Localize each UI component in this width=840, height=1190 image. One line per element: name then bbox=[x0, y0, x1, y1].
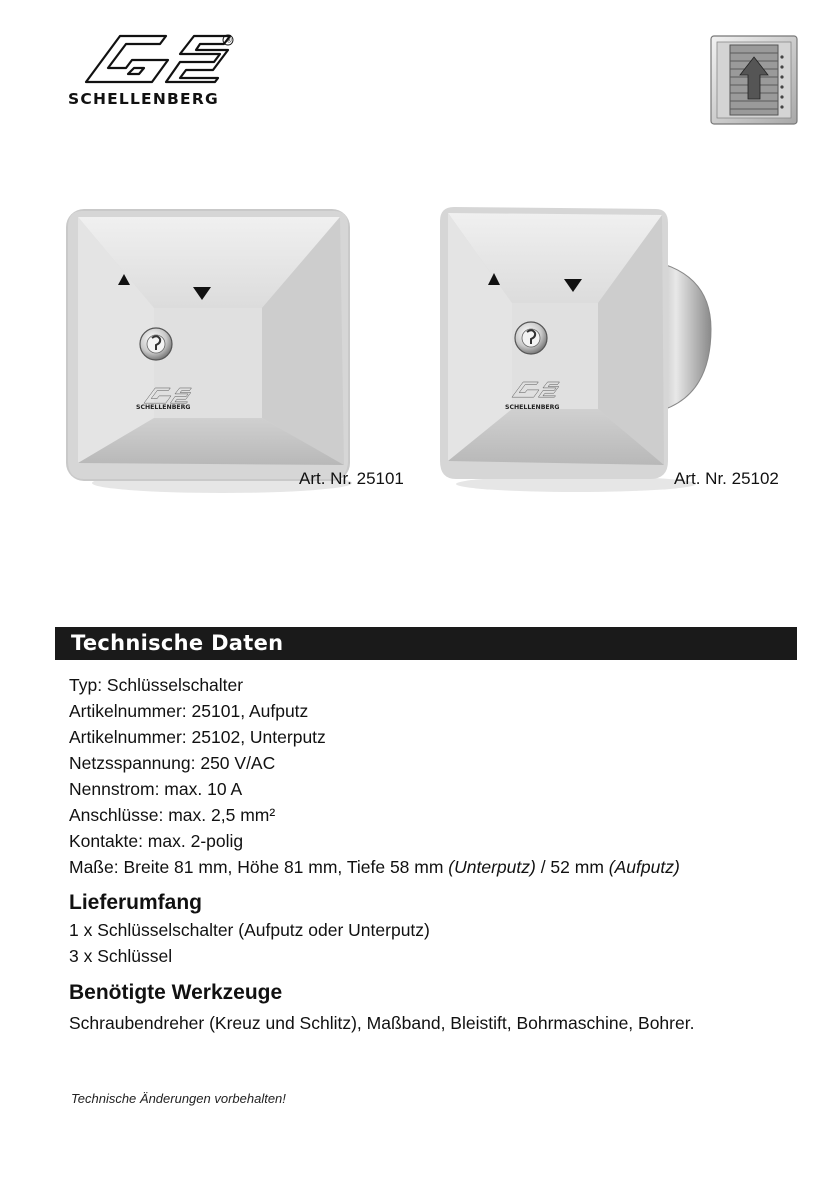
footnote: Technische Änderungen vorbehalten! bbox=[71, 1091, 286, 1106]
spec-masse bbox=[69, 854, 680, 880]
spec-list bbox=[69, 672, 680, 880]
roller-shutter-up-icon bbox=[710, 35, 798, 125]
spec-anschluesse: Anschlüsse: max. 2,5 mm² bbox=[69, 805, 276, 825]
heading-lieferumfang: Lieferumfang bbox=[69, 891, 203, 914]
lieferumfang-item-2: 3 x Schlüssel bbox=[69, 946, 173, 966]
product-logo-text: SCHELLENBERG bbox=[136, 404, 191, 411]
article-label-25101: Art. Nr. 25101 bbox=[299, 469, 404, 488]
registered-mark bbox=[223, 35, 233, 45]
article-label-25102: Art. Nr. 25102 bbox=[674, 469, 779, 488]
spec-nennstrom: Nennstrom: max. 10 A bbox=[69, 779, 243, 799]
lieferumfang-item-1: 1 x Schlüsselschalter (Aufputz oder Unterputz) bbox=[69, 920, 430, 940]
spec-masse-aufputz: (Aufputz) bbox=[608, 857, 680, 877]
product-image-25102 bbox=[436, 199, 726, 504]
spec-artikelnummer-2: Artikelnummer: 25102, Unterputz bbox=[69, 727, 326, 747]
spec-masse-sep: / 52 mm bbox=[535, 857, 609, 877]
brand-name: SCHELLENBERG bbox=[68, 90, 219, 108]
section-title: Technische Daten bbox=[71, 631, 284, 655]
spec-netzspannung: Netzsspannung: 250 V/AC bbox=[69, 753, 276, 773]
spec-artikelnummer-1: Artikelnummer: 25101, Aufputz bbox=[69, 701, 309, 721]
product-image-25101 bbox=[62, 203, 362, 503]
heading-werkzeuge: Benötigte Werkzeuge bbox=[69, 981, 283, 1004]
svg-text:®: ® bbox=[225, 36, 233, 45]
spec-kontakte: Kontakte: max. 2-polig bbox=[69, 831, 244, 851]
spec-masse-unterputz: (Unterputz) bbox=[448, 857, 536, 877]
spec-typ: Typ: Schlüsselschalter bbox=[69, 675, 244, 695]
spec-masse-main: Maße: Breite 81 mm, Höhe 81 mm, Tiefe 58 mm bbox=[69, 857, 449, 877]
werkzeuge-text: Schraubendreher (Kreuz und Schlitz), Maßband, Bleistift, Bohrmaschine, Bohrer. bbox=[69, 1013, 695, 1033]
section-header-technische-daten bbox=[55, 627, 797, 660]
brand-mark-icon bbox=[68, 30, 243, 90]
product-logo-text: SCHELLENBERG bbox=[505, 404, 560, 411]
brand-logo bbox=[68, 30, 243, 112]
